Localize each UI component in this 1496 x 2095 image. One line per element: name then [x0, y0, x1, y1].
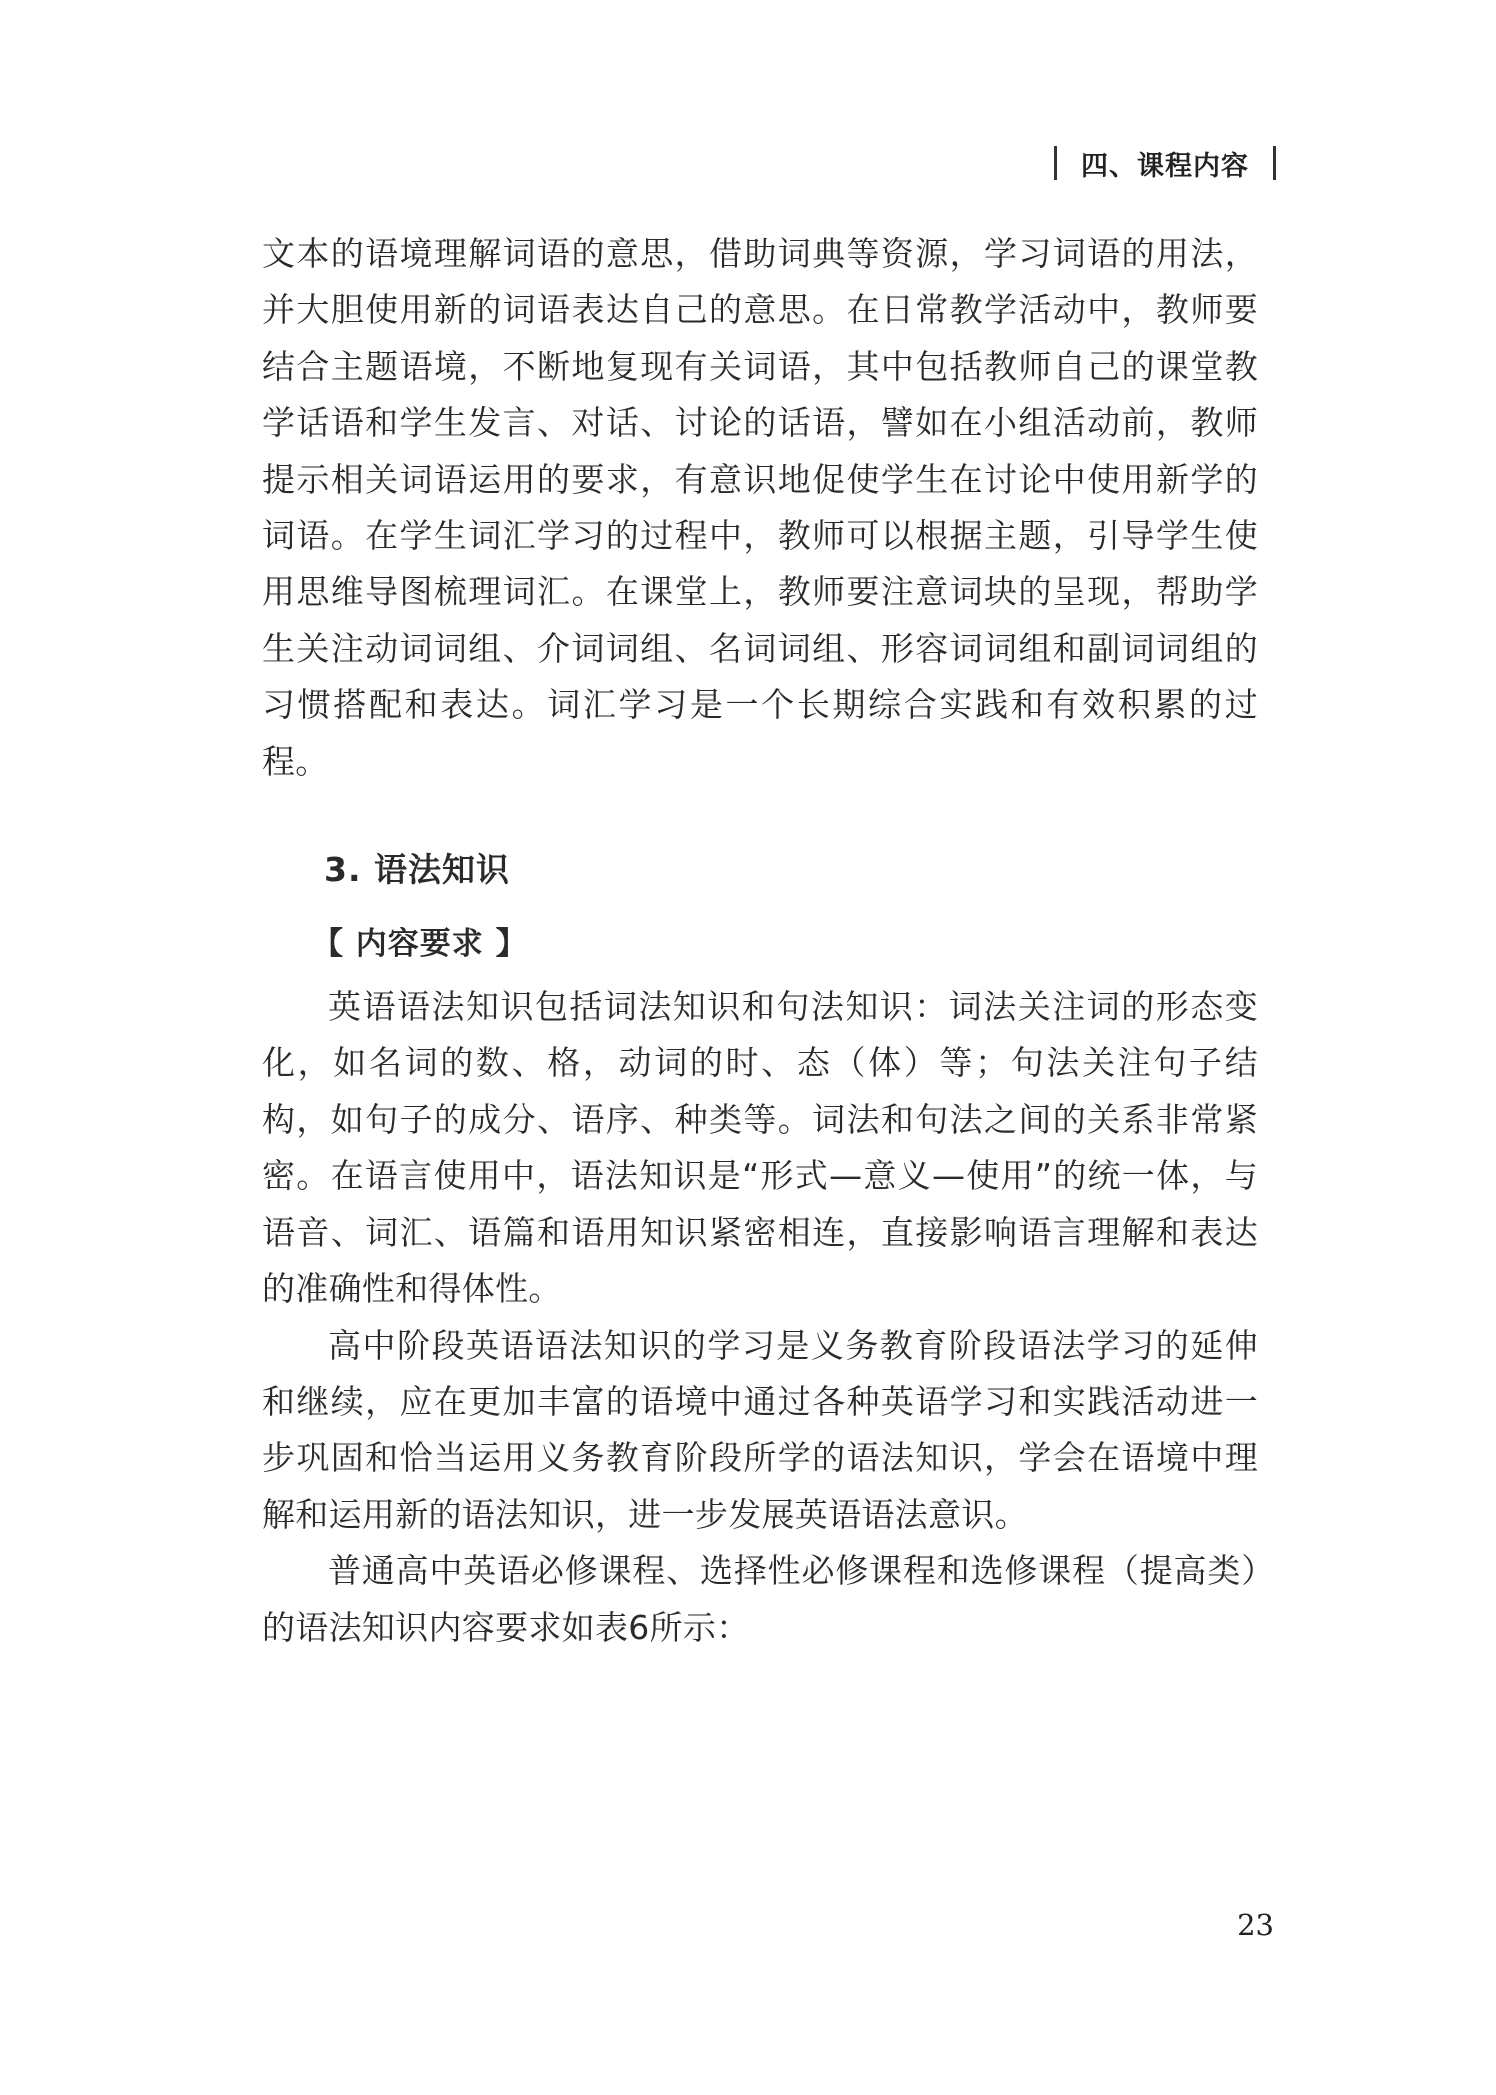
body-paragraph: 高中阶段英语语法知识的学习是义务教育阶段语法学习的延伸和继续，应在更加丰富的语境中通过各种英语学习和实践活动进一步巩固和恰当运用义务教育阶段所学的语法知识，学会在语境中理解和运用新的语法知识，进一步发展英语语法意识。	[262, 1325, 1258, 1534]
requirement-label: 【 内容要求 】	[312, 926, 528, 963]
intro-paragraph: 文本的语境理解词语的意思，借助词典等资源，学习词语的用法，并大胆使用新的词语表达自己的意思。在日常教学活动中，教师要结合主题语境，不断地复现有关词语，其中包括教师自己的课堂教学话语和学生发言、对话、讨论的话语，譬如在小组活动前，教师提示相关词语运用的要求，有意识地促使学生在讨论中使用新学的词语。在学生词汇学习的过程中，教师可以根据主题，引导学生使用思维导图梳理词汇。在课堂上，教师要注意词块的呈现，帮助学生关注动词词组、介词词组、名词词组、形容词词组和副词词组的习惯搭配和表达。词汇学习是一个长期综合实践和有效积累的过程。	[262, 234, 1258, 781]
requirement-body	[262, 979, 1258, 1656]
body-paragraph: 英语语法知识包括词法知识和句法知识：词法关注词的形态变化，如名词的数、格，动词的时、态（体）等；句法关注句子结构，如句子的成分、语序、种类等。词法和句法之间的关系非常紧密。在语言使用中，语法知识是“形式—意义—使用”的统一体，与语音、词汇、语篇和语用知识紧密相连，直接影响语言理解和表达的准确性和得体性。	[262, 987, 1258, 1309]
section-heading: 3. 语法知识	[324, 850, 510, 890]
page-body	[262, 226, 1258, 1656]
page-number: 23	[1237, 1908, 1274, 1942]
header-left-rule	[1054, 146, 1057, 180]
running-header	[1054, 141, 1276, 185]
chapter-title: 四、课程内容	[1081, 150, 1249, 182]
body-paragraph: 普通高中英语必修课程、选择性必修课程和选修课程（提高类）的语法知识内容要求如表6所示：	[262, 1551, 1258, 1647]
header-right-rule	[1273, 146, 1276, 180]
